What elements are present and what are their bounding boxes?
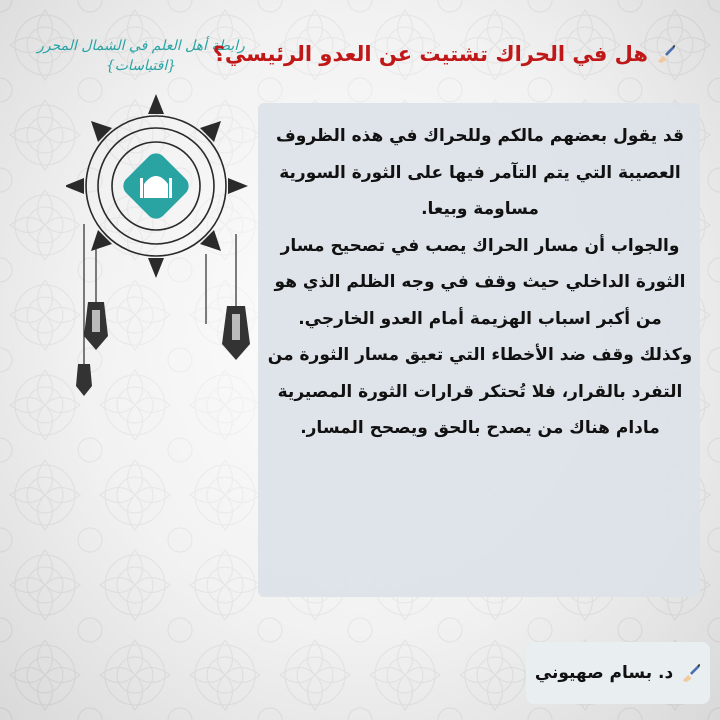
- post-title: [213, 42, 676, 66]
- brand-name: رابطة أهل العلم في الشمال المحرر: [37, 38, 245, 54]
- author-name: د. بسام صهيوني: [534, 663, 674, 683]
- brand-tagline: {اقتباسات}: [105, 58, 177, 74]
- mandala-lantern-ornament: [66, 74, 266, 404]
- paragraph: قد يقول بعضهم مالكم وللحراك في هذه الظروف العصيبة التي يتم التآمر فيها على الثورة السورية مساومة وبيعا.: [276, 126, 684, 219]
- paragraph: وكذلك وقف ضد الأخطاء التي تعيق مسار الثورة من التفرد بالقرار، فلا تُحتكر قرارات الثورة المصيرية مادام هناك من يصدح بالحق ويصحح المسار.: [267, 345, 693, 438]
- title-text: هل في الحراك تشتيت عن العدو الرئيسي؟: [212, 42, 648, 66]
- quote-body: [262, 118, 698, 447]
- signature-box: [526, 642, 710, 704]
- paragraph: والجواب أن مسار الحراك يصب في تصحيح مسار الثورة الداخلي حيث وقف في وجه الظلم الذي هو من أكبر اسباب الهزيمة أمام العدو الخارجي.: [274, 235, 686, 329]
- writing-hand-icon: [654, 43, 676, 65]
- mosque-icon: [119, 149, 193, 223]
- writing-hand-icon: [679, 662, 701, 684]
